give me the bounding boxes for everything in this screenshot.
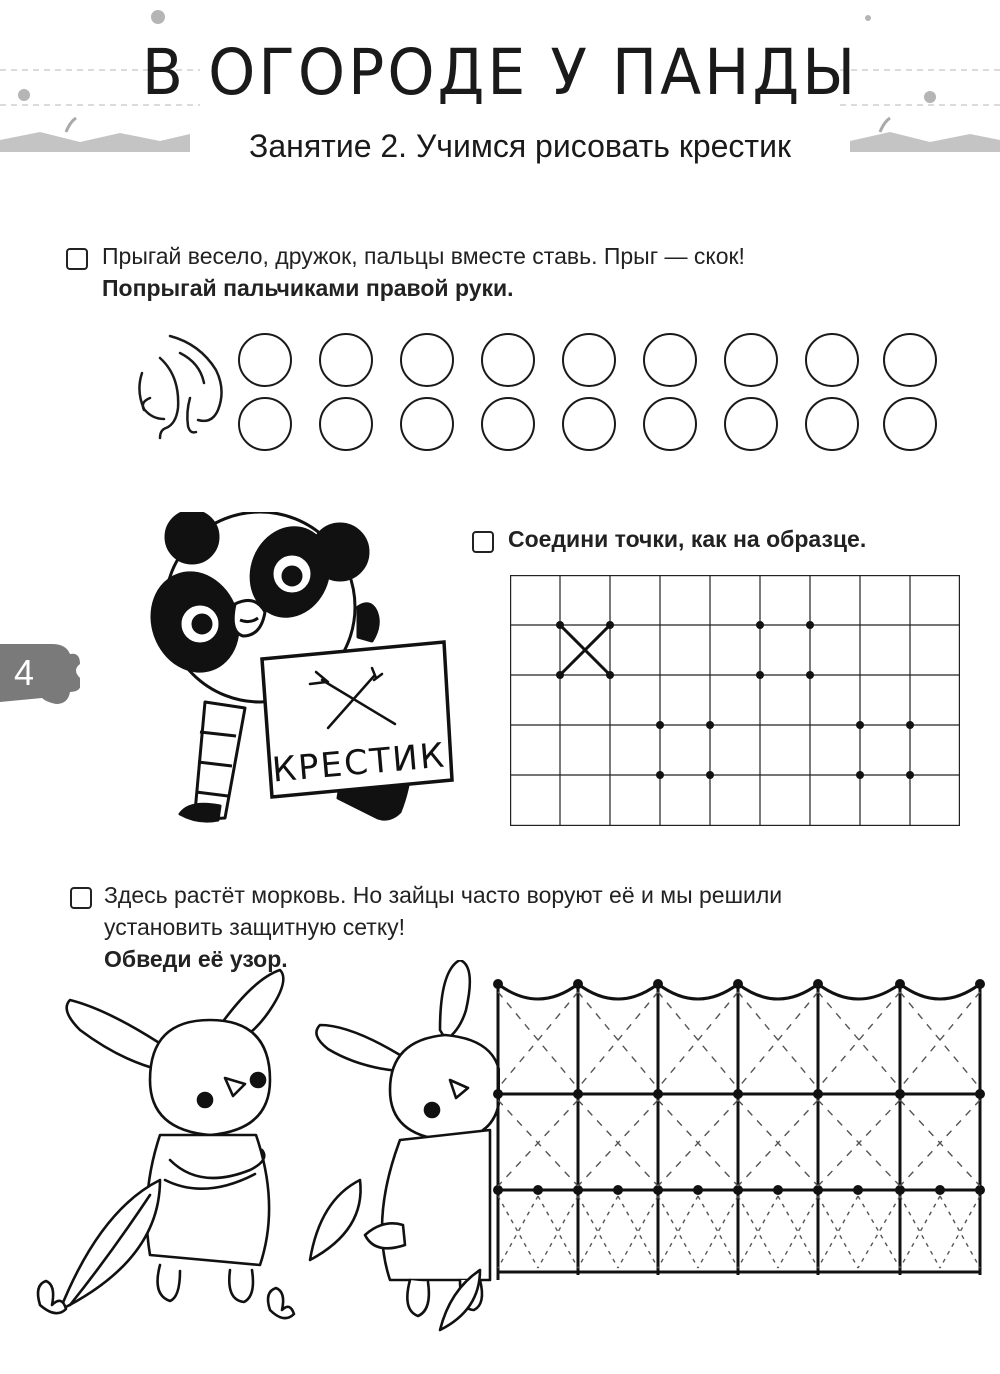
circle-target[interactable]	[883, 397, 937, 451]
circle-target[interactable]	[238, 397, 292, 451]
task3-instruction: Обведи её узор.	[104, 946, 288, 972]
circle-target[interactable]	[805, 397, 859, 451]
circle-target[interactable]	[400, 397, 454, 451]
circle-target[interactable]	[481, 333, 535, 387]
circle-target[interactable]	[562, 333, 616, 387]
circle-target[interactable]	[805, 333, 859, 387]
circle-target[interactable]	[724, 333, 778, 387]
lesson-subtitle: Занятие 2. Учимся рисовать крестик	[249, 128, 791, 164]
circle-target[interactable]	[724, 397, 778, 451]
circle-target[interactable]	[883, 333, 937, 387]
connect-dots-grid[interactable]	[510, 575, 960, 826]
bunnies-illustration	[20, 960, 500, 1340]
circle-target[interactable]	[400, 333, 454, 387]
circle-target[interactable]	[562, 397, 616, 451]
task3-description-line1: Здесь растёт морковь. Но зайцы часто воруют её и мы решили	[104, 882, 783, 908]
task3-checkbox[interactable]	[70, 887, 92, 909]
task3-description-line2: установить защитную сетку!	[104, 914, 406, 940]
circle-target[interactable]	[643, 333, 697, 387]
sample-cross	[560, 625, 610, 675]
circle-target[interactable]	[643, 397, 697, 451]
circle-target[interactable]	[481, 397, 535, 451]
page-number: 4	[14, 652, 35, 693]
task2-checkbox[interactable]	[472, 531, 494, 553]
sign-label: КРЕСТИК	[270, 735, 448, 791]
hand-icon	[130, 328, 230, 443]
task1-instruction: Попрыгай пальчиками правой руки.	[102, 275, 514, 301]
protective-net-pattern[interactable]	[492, 970, 988, 1282]
task1-text	[102, 240, 982, 304]
task1-checkbox[interactable]	[66, 248, 88, 270]
page-title: В ОГОРОДЕ У ПАНДЫ	[141, 36, 859, 110]
page-number-tab	[0, 640, 80, 716]
task1-description: Прыгай весело, дружок, пальцы вместе ставь. Прыг — скок!	[102, 243, 745, 269]
circle-target[interactable]	[319, 397, 373, 451]
circle-target[interactable]	[319, 333, 373, 387]
task2-instruction: Соедини точки, как на образце.	[508, 526, 867, 552]
panda-illustration	[110, 512, 470, 832]
circle-target[interactable]	[238, 333, 292, 387]
finger-jump-circles	[238, 333, 938, 453]
